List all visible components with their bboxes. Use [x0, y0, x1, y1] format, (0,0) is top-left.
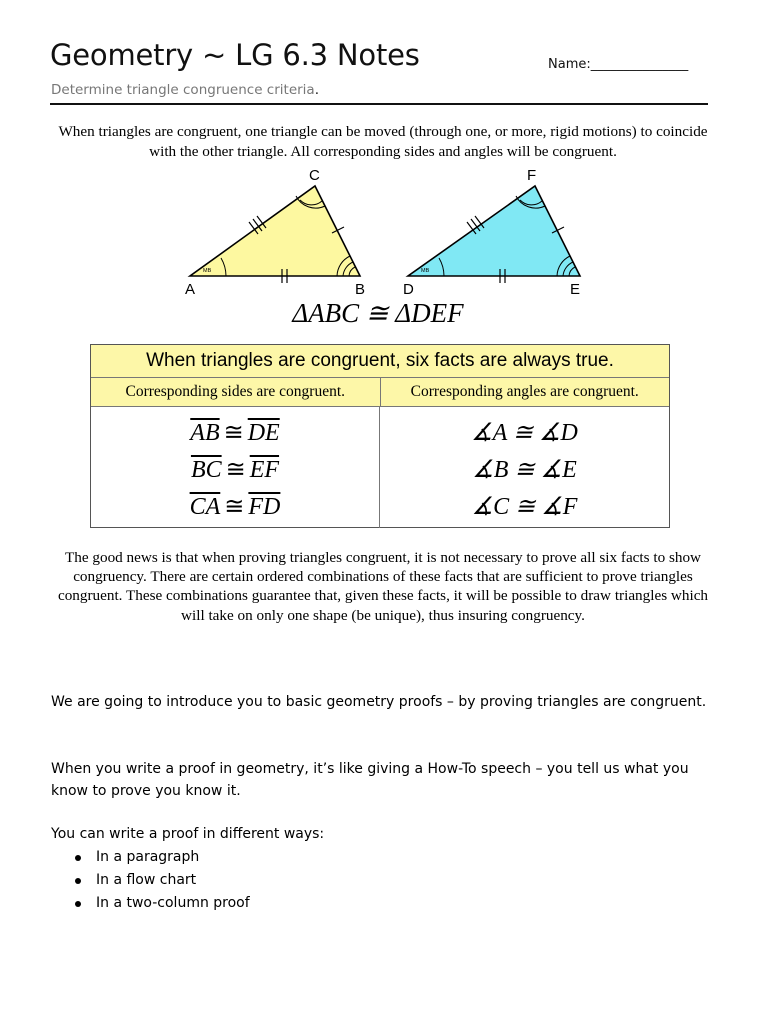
list-item: In a two-column proof [51, 892, 250, 915]
vertex-b-label: B [355, 281, 366, 298]
angle-congruence-b-e: ∡B ≅ ∡E [472, 457, 577, 483]
side-congruence-ca-fd [91, 489, 379, 526]
six-facts-table [90, 344, 670, 528]
list-item: In a flow chart [51, 869, 250, 892]
side-congruence-bc-ef [91, 452, 379, 489]
how-to-paragraph: When you write a proof in geometry, it’s like giving a How-To speech – you tell us what you know to prove you know it. [51, 761, 689, 799]
subtitle-text: Determine triangle congruence criteria [51, 82, 315, 98]
segment-label: $\overline{DE}$ [247, 420, 280, 446]
angle-congruence-a-d: ∡A ≅ ∡D [471, 420, 578, 446]
congruent-symbol: ≅ [223, 420, 244, 446]
list-item: In a paragraph [51, 846, 250, 869]
six-facts-column-headers [91, 378, 669, 407]
triangle-def-shape [408, 186, 580, 276]
triangle-def-tag: MB [421, 268, 430, 274]
segment-label: $\overline{CA}$ [189, 494, 221, 520]
ways-intro-paragraph: You can write a proof in different ways: [51, 826, 325, 842]
side-congruence-ab-de [91, 415, 379, 452]
triangle-def [403, 167, 580, 298]
vertex-e-label: E [570, 281, 581, 298]
segment-label: $\overline{BC}$ [190, 457, 222, 483]
segment-label: $\overline{FD}$ [248, 494, 281, 520]
congruent-symbol: ≅ [224, 494, 245, 520]
congruent-symbol: ≅ [225, 457, 246, 483]
angles-column-header: Corresponding angles are congruent. [410, 383, 639, 400]
sides-column [91, 407, 380, 528]
triangle-abc-shape [190, 186, 360, 276]
good-news-paragraph: The good news is that when proving triangles congruent, it is not necessary to prove all six facts to show congruency. There are certain ordered combinations of these facts that are sufficient to prove triangles congruent. These combinations guarantee that, given these facts, it will be possible to draw triangles which will take on only one shape (be unique), thus insuring congruency. [57, 549, 709, 624]
vertex-f-label: F [527, 167, 537, 184]
name-field: Name:_______________ [548, 57, 689, 72]
segment-label: $\overline{EF}$ [249, 457, 280, 483]
vertex-d-label: D [403, 281, 414, 298]
vertex-a-label: A [185, 281, 196, 298]
intro-text: When triangles are congruent, one triangle can be moved (through one, or more, rigid motions) to coincide with the other triangle. All corresponding sides and angles will be congruent. [58, 123, 708, 160]
six-facts-heading: When triangles are congruent, six facts are always true. [91, 345, 669, 378]
learning-goal-subtitle [51, 82, 319, 98]
proofs-intro-paragraph: We are going to introduce you to basic geometry proofs – by proving triangles are congruent. [51, 694, 707, 710]
triangle-abc-tag: MB [203, 268, 212, 274]
angle-congruence-c-f: ∡C ≅ ∡F [471, 494, 578, 520]
header-rule [50, 103, 708, 105]
triangle-abc [185, 167, 365, 298]
subtitle-period: . [314, 82, 319, 98]
segment-label: $\overline{AB}$ [190, 420, 220, 446]
angles-column [380, 407, 669, 528]
congruence-statement: ΔABC ≅ ΔDEF [292, 298, 464, 328]
proof-ways-list [51, 846, 250, 915]
congruent-triangles-figure [0, 160, 768, 330]
vertex-c-label: C [309, 167, 320, 184]
six-facts-body [91, 407, 669, 528]
page-title: Geometry ~ LG 6.3 Notes [50, 38, 420, 72]
sides-column-header: Corresponding sides are congruent. [91, 378, 381, 406]
